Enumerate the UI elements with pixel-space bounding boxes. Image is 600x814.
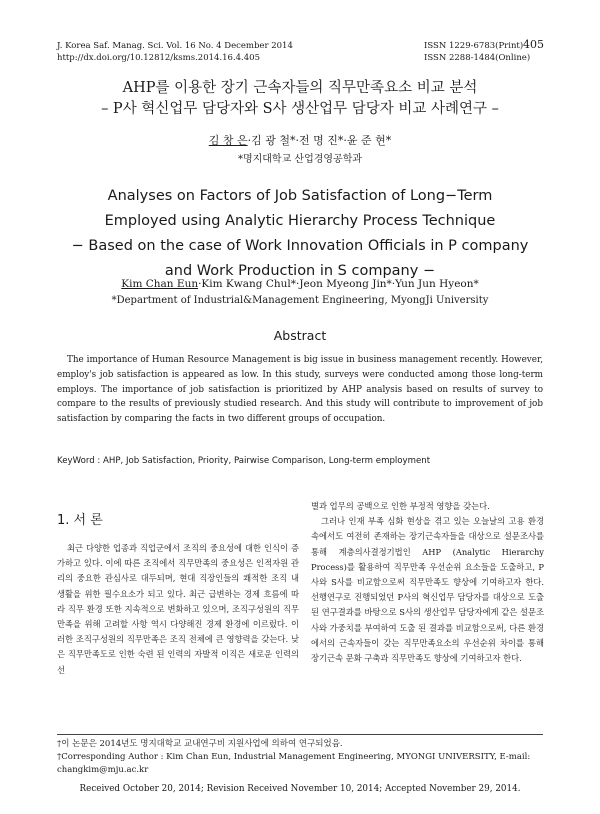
funding-footnote: †이 논문은 2014년도 명지대학교 교내연구비 지원사업에 의하여 연구되었음. [57, 739, 343, 749]
abstract-body: The importance of Human Resource Management is big issue in business management recently. However, employ's job satisfaction is appeared as low. In this study, surveys were conducted among those long-term employs. The importance of job satisfaction is prioritized by AHP analysis based on results of survey to compare to the results of previously studied research. And this study will contribute to improvement of job satisfaction by comparing the facts in two different groups of occupation. [57, 355, 543, 425]
keywords: KeyWord : AHP, Job Satisfaction, Priority, Pairwise Comparison, Long-term employment [57, 456, 431, 466]
left-column [57, 541, 299, 678]
english-title-line3: − Based on the case of Work Innovation Officials in P company [71, 238, 529, 254]
abstract-heading: Abstract [273, 328, 327, 343]
corresponding-author-footnote: †Corresponding Author : Kim Chan Eun, Industrial Management Engineering, MYONGI UNIVERSITY, E-mail: changkim@mju.ac.kr [57, 752, 531, 775]
doi-link[interactable]: http://dx.doi.org/10.12812/ksms.2014.16.4.405 [57, 53, 260, 63]
right-column [311, 499, 544, 666]
korean-coauthors: ·김 광 철*·전 명 진*·윤 준 현* [247, 134, 392, 147]
korean-authors [0, 132, 600, 148]
journal-citation: J. Korea Saf. Manag. Sci. Vol. 16 No. 4 December 2014 [57, 41, 293, 51]
korean-title-line2: – P사 혁신업무 담당자와 S사 생산업무 담당자 비교 사례연구 – [101, 101, 499, 117]
korean-title-line1: AHP를 이용한 장기 근속자들의 직무만족요소 비교 분석 [122, 80, 478, 96]
english-authors [0, 278, 600, 290]
intro-paragraph-1-cont: 별과 업무의 공백으로 인한 부정적 영향을 갖는다. [311, 501, 490, 511]
korean-first-author: 김 창 은 [208, 134, 248, 147]
journal-header [57, 40, 293, 64]
issn-online: ISSN 2288-1484(Online) [424, 53, 531, 63]
issn-print: ISSN 1229-6783(Print) [424, 41, 524, 51]
intro-paragraph-2: 그러나 인재 부족 심화 현상을 겪고 있는 오늘날의 고용 환경 속에서도 여전히 존재하는 장기근속자들을 대상으로 설문조사를 통해 계층의사결정기법인 AHP (Analytic Hierarchy Process)를 활용하여 직무만족 우선순위 요소들을 도출하고, P사와 S사를 비교함으로써 직무만족도 향상에 기여하고자 한다. 선행연구로 진행되었던 P사의 혁신업무 담당자를 대상으로 도출 된 연구결과를 바탕으로 S사의 생산업무 담당자에게 같은 설문조사와 가중치를 부여하여 도출 된 결과를 비교함으로써, 다른 환경에서의 근속자들이 갖는 직무만족요소의 우선순위 차이를 통해 장기근속 문화 구축과 직무만족도 향상에 기여하고자 한다. [311, 516, 544, 664]
english-title-line4: and Work Production in S company − [164, 263, 436, 279]
english-title-line2: Employed using Analytic Hierarchy Process Technique [104, 213, 496, 229]
footnote-divider [57, 734, 543, 735]
page-number: 405 [523, 38, 544, 51]
english-first-author: Kim Chan Eun [121, 278, 199, 290]
english-title-line1: Analyses on Factors of Job Satisfaction of Long−Term [107, 188, 493, 204]
issn-block [424, 40, 530, 64]
received-dates: Received October 20, 2014; Revision Received November 10, 2014; Accepted November 29, 2014. [79, 784, 521, 794]
intro-paragraph-1: 최근 다양한 업종과 직업군에서 조직의 중요성에 대한 인식이 증가하고 있다. 이에 따른 조직에서 직무만족의 중요성은 인적자원 관리의 중요한 관심사로 대두되며, 현대 직장인들의 쾌적한 조직 내 생활을 위한 필수요소가 되고 있다. 최근 급변하는 경제 흐름에 따라 직무 환경 또한 지속적으로 변화하고 있으며, 조직구성원의 직무만족을 위해 고려할 사항 역시 다양해진 경제 환경에 이르렀다. 이러한 조직구성원의 직무만족은 조직 전체에 큰 영향력을 갖는다. 낮은 직무만족도로 인한 숙련 된 인력의 자발적 이직은 새로운 인력의 선 [57, 543, 299, 675]
english-affiliation: *Department of Industrial&Management Engineering, MyongJi University [111, 295, 489, 306]
section-heading: 1. 서 론 [57, 513, 103, 528]
english-coauthors: ·Kim Kwang Chul*·Jeon Myeong Jin*·Yun Jun Hyeon* [198, 278, 479, 290]
english-title [0, 184, 600, 284]
korean-affiliation: *명지대학교 산업경영공학과 [237, 154, 363, 165]
